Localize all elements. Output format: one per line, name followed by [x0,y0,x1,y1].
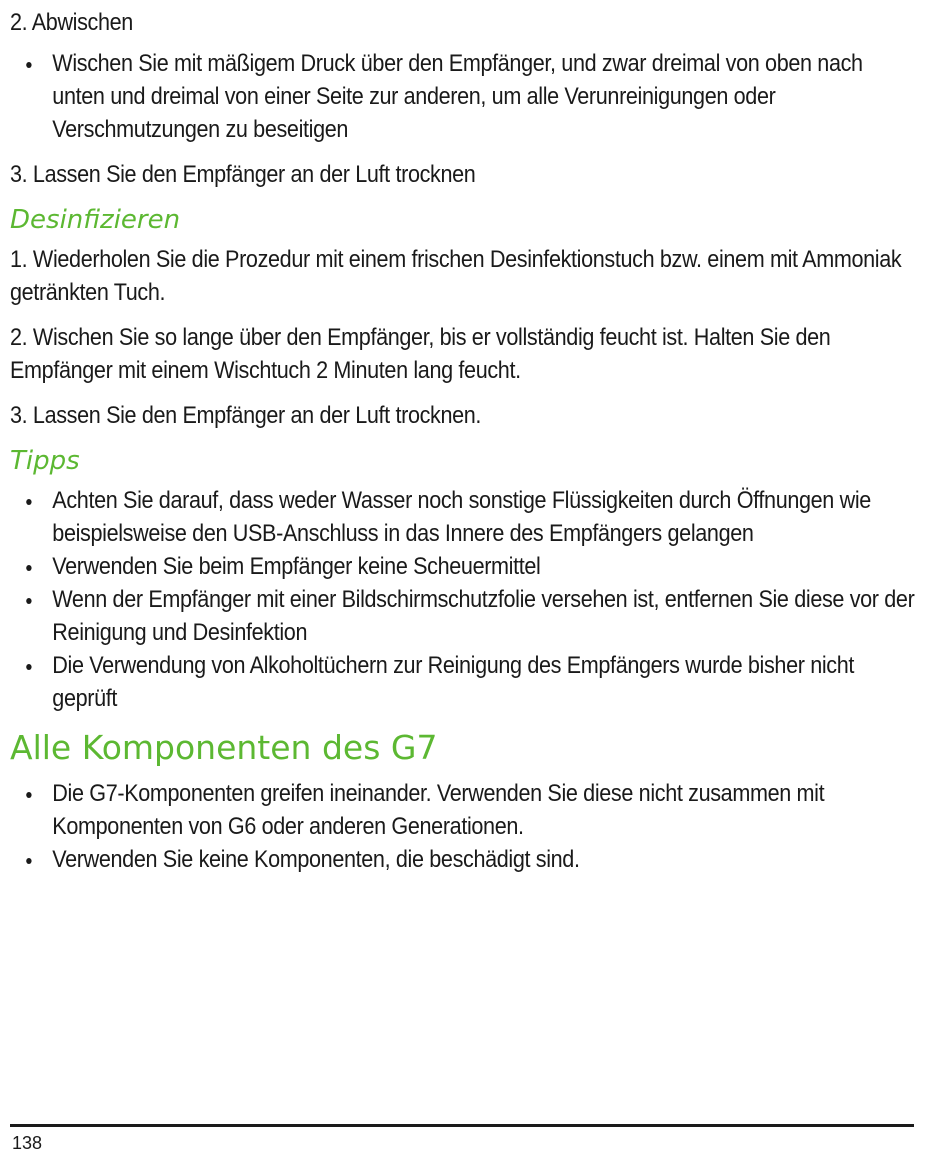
disinfect-step-2: 2. Wischen Sie so lange über den Empfänger, bis er vollständig feucht ist. Halten Sie den Empfänger mit einem Wischtuch 2 Minuten lang feucht. [10,324,831,384]
section-heading-components: Alle Komponenten des G7 [10,728,438,767]
list-item [10,777,919,843]
bullet-icon [26,792,31,798]
list-item [10,550,919,583]
list-item [10,47,919,146]
bullet-icon [26,858,31,864]
step-air-dry: 3. Lassen Sie den Empfänger an der Luft trocknen [10,161,476,188]
list-item [10,583,919,649]
list-item-text: Achten Sie darauf, dass weder Wasser noch sonstige Flüssigkeiten durch Öffnungen wie beispielsweise den USB-Anschluss in das Innere des Empfängers gelangen [52,487,871,547]
list-item-text: Die G7-Komponenten greifen ineinander. Verwenden Sie diese nicht zusammen mit Komponenten von G6 oder anderen Generationen. [52,780,825,840]
footer-divider [10,1124,914,1127]
components-list [10,777,919,876]
step-wipe: 2. Abwischen [10,9,133,36]
tips-list [10,484,919,715]
bullet-icon [26,664,31,670]
wipe-bullet-list [10,47,919,146]
bullet-icon [26,62,31,68]
list-item [10,649,919,715]
list-item [10,484,919,550]
list-item-text: Wischen Sie mit mäßigem Druck über den Empfänger, und zwar dreimal von oben nach unten und dreimal von einer Seite zur anderen, um alle Verunreinigungen oder Verschmutzungen zu beseitigen [52,50,863,143]
list-item-text: Die Verwendung von Alkoholtüchern zur Reinigung des Empfängers wurde bisher nicht geprüft [52,652,855,712]
list-item-text: Verwenden Sie keine Komponenten, die beschädigt sind. [52,846,580,873]
list-item-text: Wenn der Empfänger mit einer Bildschirmschutzfolie versehen ist, entfernen Sie diese vor der Reinigung und Desinfektion [52,586,915,646]
bullet-icon [26,565,31,571]
section-heading-disinfect: Desinfizieren [10,205,181,235]
document-page [10,6,925,888]
bullet-icon [26,598,31,604]
disinfect-step-3: 3. Lassen Sie den Empfänger an der Luft trocknen. [10,402,482,429]
list-item [10,843,919,876]
disinfect-step-1: 1. Wiederholen Sie die Prozedur mit einem frischen Desinfektionstuch bzw. einem mit Ammoniak getränkten Tuch. [10,246,902,306]
page-number: 138 [12,1133,43,1153]
section-heading-tips: Tipps [10,446,80,476]
list-item-text: Verwenden Sie beim Empfänger keine Scheuermittel [52,553,541,580]
bullet-icon [26,499,31,505]
